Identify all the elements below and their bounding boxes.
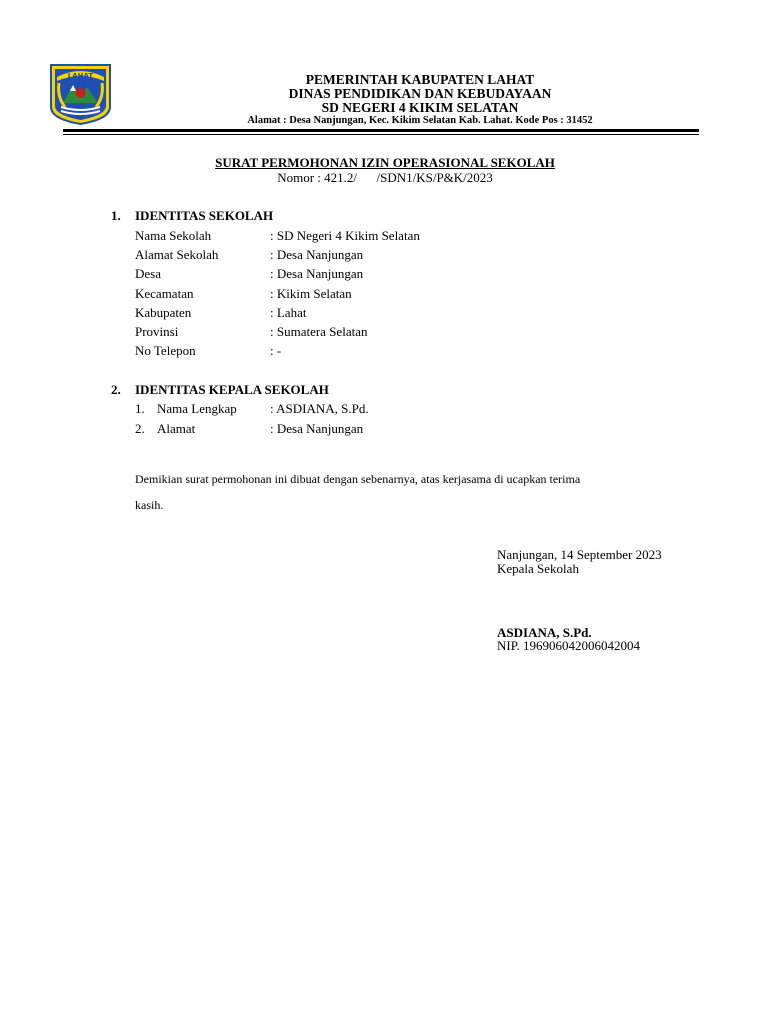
field-label: Kabupaten [135, 305, 192, 320]
field-label: Alamat [157, 421, 196, 436]
header-divider-thick [63, 129, 699, 132]
field-value: : Desa Nanjungan [270, 247, 364, 262]
field-value: : ASDIANA, S.Pd. [270, 401, 369, 416]
section-number: 1. [111, 208, 121, 223]
place-date: Nanjungan, 14 September 2023 [497, 547, 662, 562]
svg-text:LAHAT: LAHAT [67, 72, 94, 80]
field-value: : Lahat [270, 305, 307, 320]
field-label: Nama Sekolah [135, 228, 212, 243]
field-label: Nama Lengkap [157, 401, 237, 416]
header-government: PEMERINTAH KABUPATEN LAHAT [305, 72, 535, 87]
field-value: : SD Negeri 4 Kikim Selatan [270, 228, 420, 243]
field-value: : Desa Nanjungan [270, 421, 364, 436]
section-title: IDENTITAS SEKOLAH [135, 208, 274, 223]
header-school-name: SD NEGERI 4 KIKIM SELATAN [321, 100, 519, 115]
closing-paragraph-line1: Demikian surat permohonan ini dibuat dengan sebenarnya, atas kerjasama di ucapkan terima [135, 472, 581, 486]
lahat-regency-logo [49, 63, 112, 126]
letter-number [120, 170, 650, 186]
field-value: : Sumatera Selatan [270, 324, 368, 339]
field-label: Provinsi [135, 324, 179, 339]
section-principal-identity-heading [111, 382, 329, 398]
signatory-position: Kepala Sekolah [497, 561, 579, 576]
section-school-identity-heading [111, 208, 273, 224]
header-address: Alamat : Desa Nanjungan, Kec. Kikim Selatan Kab. Lahat. Kode Pos : 31452 [247, 115, 593, 126]
field-value: : - [270, 343, 282, 358]
section-number: 2. [111, 382, 121, 397]
letter-title-text: SURAT PERMOHONAN IZIN OPERASIONAL SEKOLAH [215, 155, 555, 170]
field-value: : Desa Nanjungan [270, 266, 364, 281]
field-label: Alamat Sekolah [135, 247, 219, 262]
field-index: 1. [135, 401, 145, 416]
letter-title [120, 155, 650, 171]
field-value: : Kikim Selatan [270, 286, 352, 301]
field-label: Desa [135, 266, 161, 281]
header-divider-thin [63, 134, 699, 135]
field-index: 2. [135, 421, 145, 436]
field-label: Kecamatan [135, 286, 194, 301]
letter-number-text: Nomor : 421.2/ /SDN1/KS/P&K/2023 [277, 170, 493, 185]
signatory-name: ASDIANA, S.Pd. [497, 625, 592, 640]
field-label: No Telepon [135, 343, 196, 358]
signatory-nip: NIP. 196906042006042004 [497, 638, 641, 653]
header-department: DINAS PENDIDIKAN DAN KEBUDAYAAN [288, 86, 552, 101]
closing-paragraph-line2: kasih. [135, 498, 164, 512]
section-title: IDENTITAS KEPALA SEKOLAH [135, 382, 329, 397]
